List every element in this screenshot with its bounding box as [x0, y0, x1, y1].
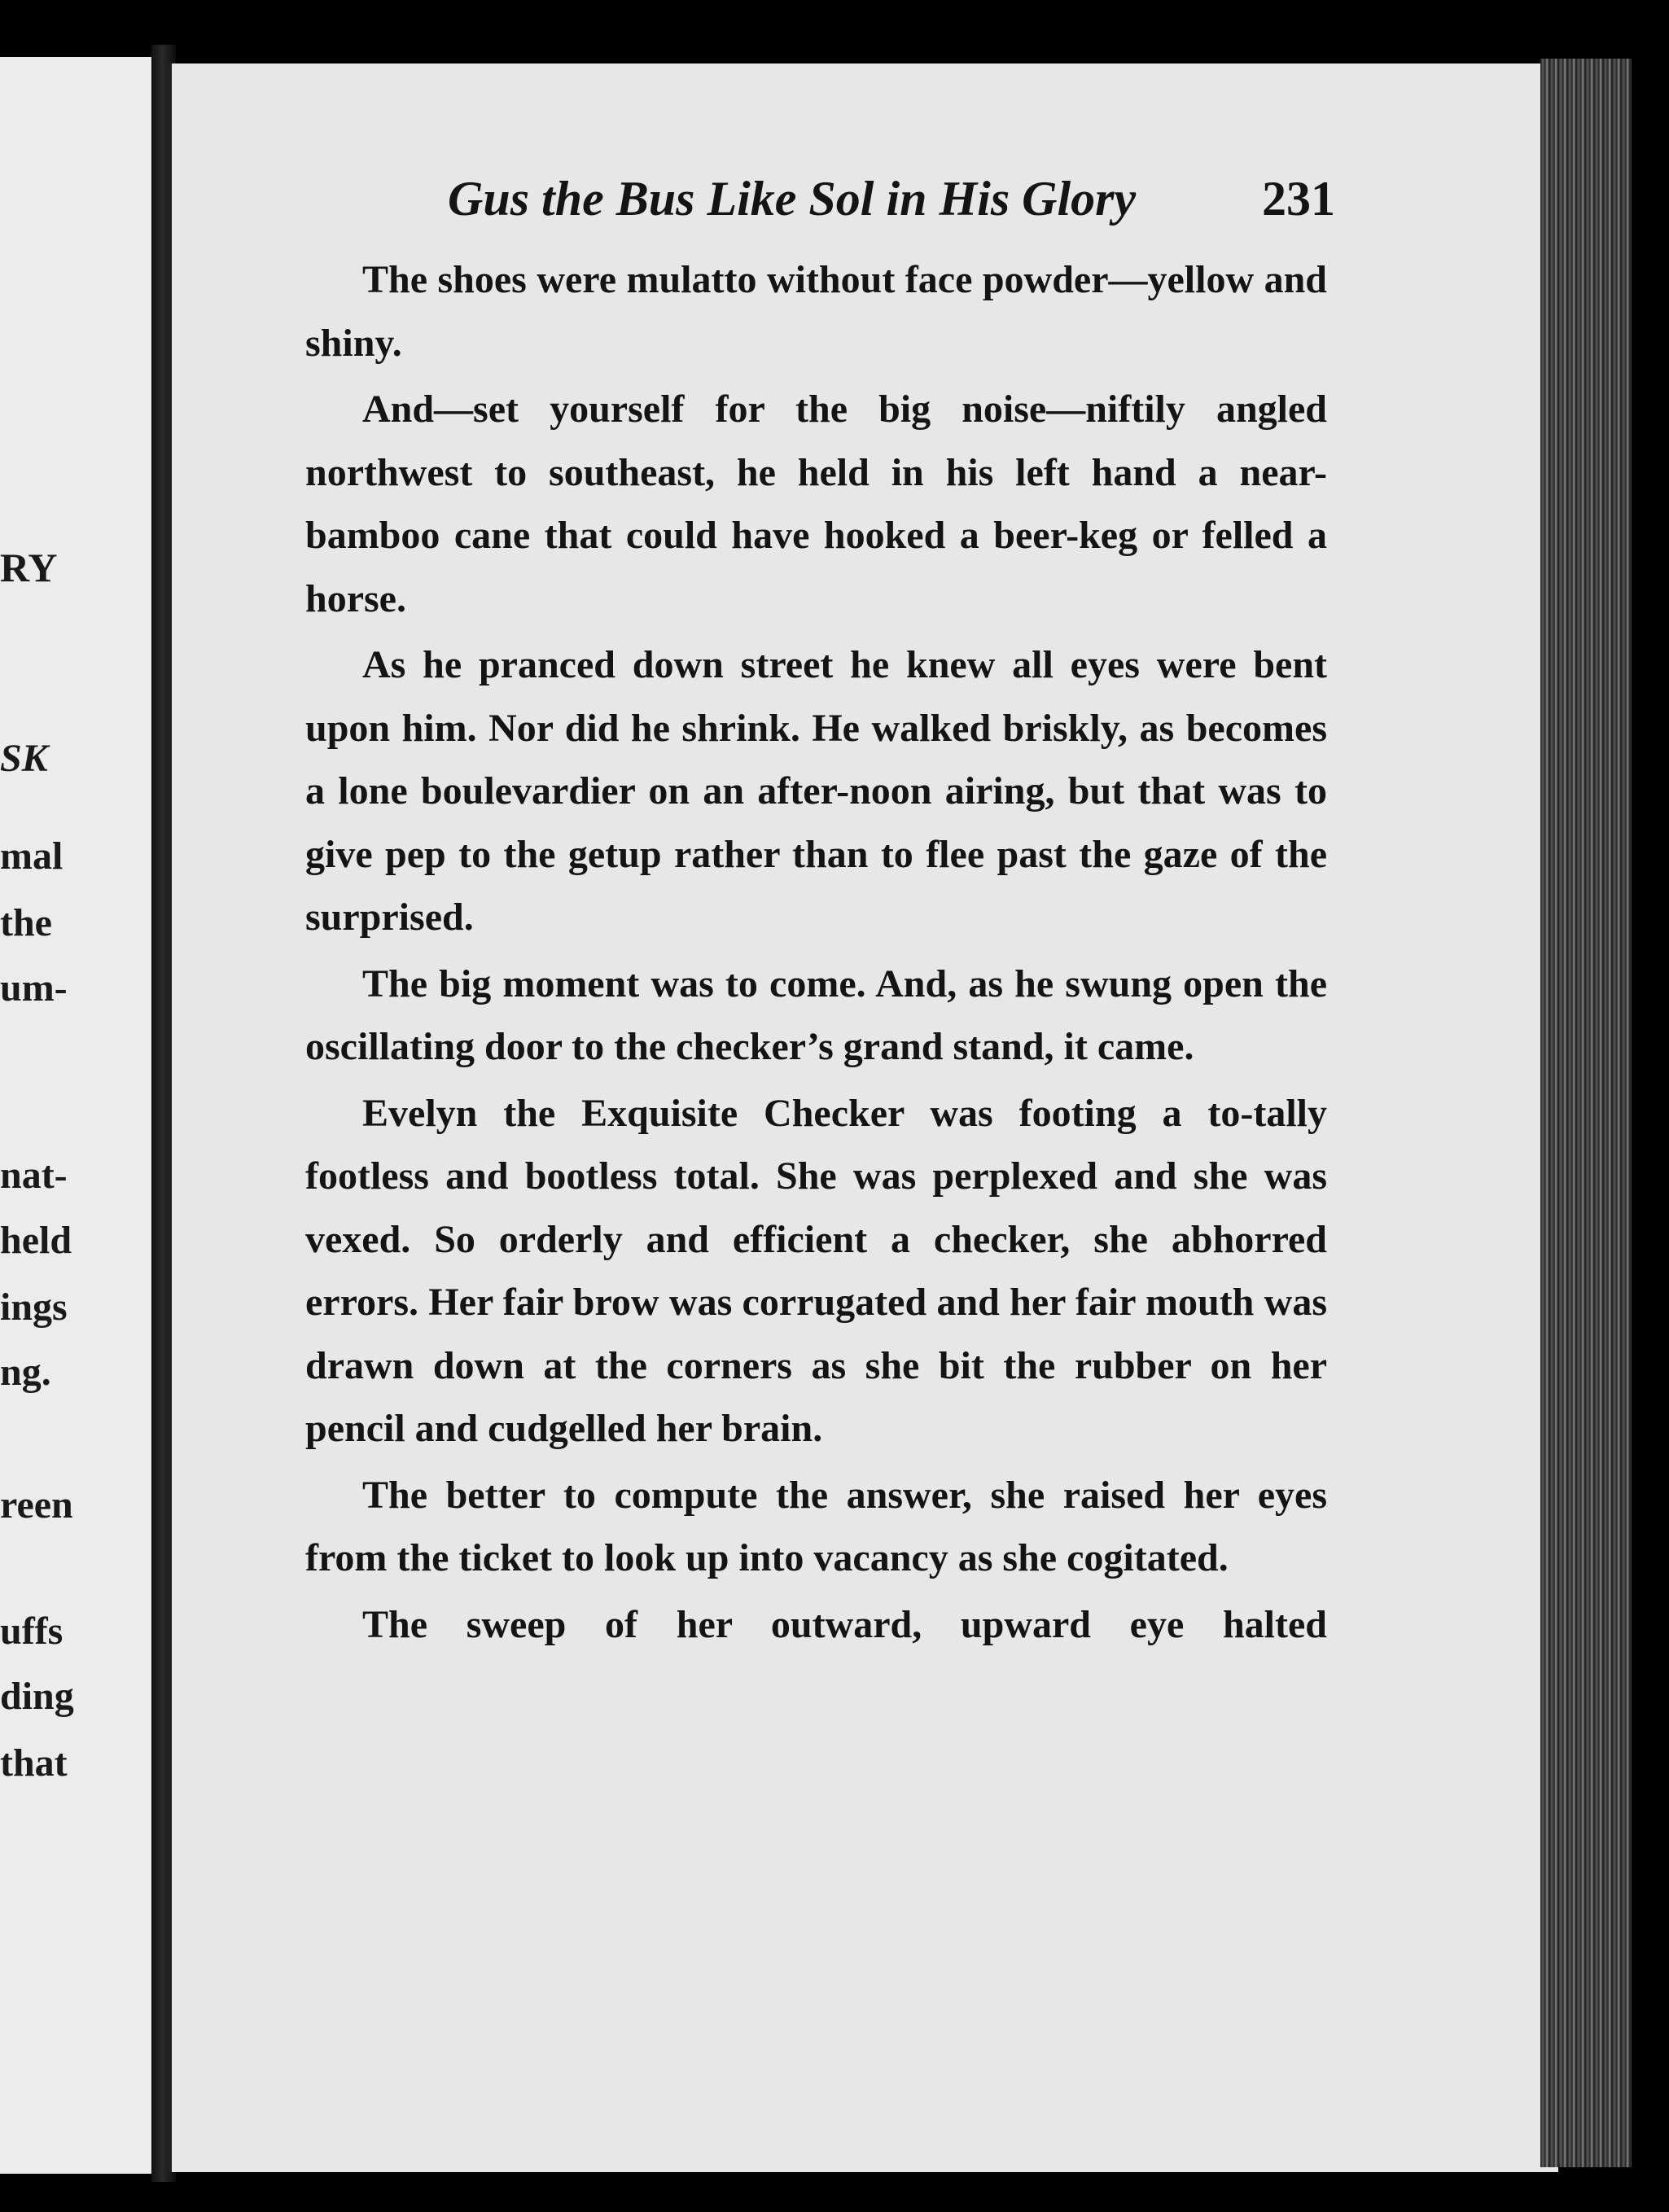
left-fragment: ding — [0, 1675, 74, 1718]
left-fragment: reen — [0, 1483, 73, 1526]
facing-page-left — [0, 57, 151, 2174]
paragraph: The shoes were mulatto without face powder—yellow and shiny. — [305, 258, 1327, 365]
left-fragment: nat- — [0, 1154, 68, 1197]
left-fragment: RY — [0, 545, 58, 590]
left-fragment: ings — [0, 1286, 68, 1329]
left-fragment: uffs — [0, 1610, 64, 1653]
left-fragment: the — [0, 901, 52, 944]
body-text — [305, 248, 1327, 1659]
page-block-edge — [1540, 59, 1632, 2167]
page-number: 231 — [1262, 172, 1335, 226]
paragraph: The big moment was to come. And, as he swung open the oscillating door to the checker’s grand stand, it came. — [305, 961, 1327, 1068]
paragraph: As he pranced down street he knew all eyes were bent upon him. Nor did he shrink. He walked briskly, as becomes a lone boulevardier on an after-noon airing, but that was to give pep to the getup rather than to flee past the gaze of the surprised. — [305, 643, 1327, 939]
left-fragment: SK — [0, 737, 48, 780]
paragraph: The better to compute the answer, she raised her eyes from the ticket to look up into vacancy as she cogitated. — [305, 1473, 1327, 1579]
left-fragment: um- — [0, 966, 68, 1010]
left-fragment: ng. — [0, 1351, 51, 1394]
paragraph: And—set yourself for the big noise—niftily angled northwest to southeast, he held in his left hand a near-bamboo cane that could have hooked a beer-keg or felled a horse. — [305, 388, 1327, 620]
running-head — [448, 171, 1335, 227]
left-fragment: mal — [0, 834, 64, 878]
left-fragment: that — [0, 1741, 68, 1785]
paragraph: Evelyn the Exquisite Checker was footing a to-tally footless and bootless total. She was perplexed and she was vexed. So orderly and efficient a checker, she abhorred errors. Her fair brow was corrugated and her fair mouth was drawn down at the corners as she bit the rubber on her pencil and cudgelled her brain. — [305, 1091, 1327, 1450]
running-head-title: Gus the Bus Like Sol in His Glory — [448, 172, 1137, 226]
paragraph: The sweep of her outward, upward eye halted — [362, 1602, 1327, 1646]
left-fragment: held — [0, 1219, 72, 1262]
